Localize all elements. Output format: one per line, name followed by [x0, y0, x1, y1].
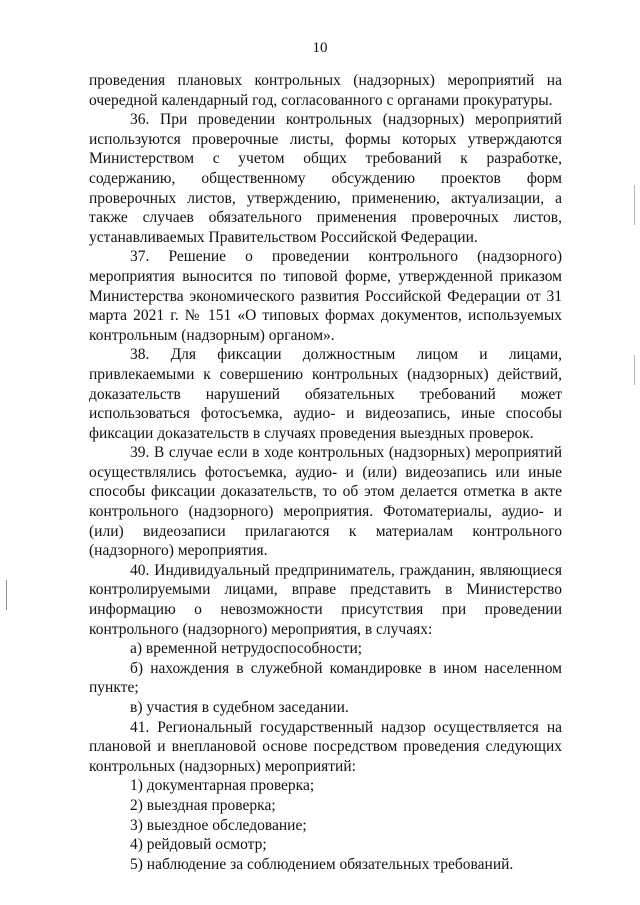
paragraph-39: 39. В случае если в ходе контрольных (надзорных) мероприятий осуществлялись фотосъемка, аудио- и (или) видеозапись или иные способы фиксации доказательств, то об этом делается отметка в акте контрольного (надзорного) мероприятия. Фотоматериалы, аудио- и (или) видеозаписи прилагаются к материалам контрольного (надзорного) мероприятия. [89, 444, 562, 560]
list-item-v: в) участия в судебном заседании. [130, 699, 349, 716]
document-body [89, 71, 562, 874]
page-number: 10 [312, 40, 328, 56]
paragraph-38: 38. Для фиксации должностным лицом и лицами, привлекаемыми к совершению контрольных (надзорных) действий, доказательств нарушений обязательных требований может использоваться фотосъемка, аудио- и видеозапись, иные способы фиксации доказательств в случаях проведения выездных проверок. [89, 346, 562, 442]
scan-mark-left [6, 580, 7, 610]
paragraph-41: 41. Региональный государственный надзор осуществляется на плановой и внеплановой основе посредством проведения следующих контрольных (надзорных) мероприятий: [89, 718, 562, 775]
paragraph-37: 37. Решение о проведении контрольного (надзорного) мероприятия выносится по типовой форме, утвержденной приказом Министерства экономического развития Российской Федерации от 31 марта 2021 г. № 151 «О типовых формах документов, используемых контрольным (надзорным) органом». [89, 248, 562, 344]
list-item-1: 1) документарная проверка; [130, 777, 315, 795]
scan-mark-right-mid [634, 355, 635, 385]
list-item-2: 2) выездная проверка; [130, 796, 276, 814]
paragraph-40: 40. Индивидуальный предприниматель, гражданин, являющиеся контролируемыми лицами, вправе представить в Министерство информацию о невозможности присутствия при проведении контрольного (надзорного) мероприятия, в случаях: [89, 561, 562, 638]
list-item-3: 3) выездное обследование; [130, 816, 307, 834]
paragraph-continuation: проведения плановых контрольных (надзорных) мероприятий на очередной календарный год, согласованного с органами прокуратуры. [89, 72, 562, 109]
list-item-4: 4) рейдовый осмотр; [130, 836, 267, 854]
paragraph-36: 36. При проведении контрольных (надзорных) мероприятий используются проверочные листы, формы которых утверждаются Министерством с учетом общих требований к разработке, содержанию, общественному обсуждению проектов форм проверочных листов, утверждению, применению, актуализации, а также случаев обязательного применения проверочных листов, устанавливаемых Правительством Российской Федерации. [89, 111, 562, 246]
list-item-a: а) временной нетрудоспособности; [130, 640, 363, 658]
list-item-b: б) нахождения в служебной командировке в ином населенном пункте; [89, 659, 562, 697]
list-item-5: 5) наблюдение за соблюдением обязательных требований. [130, 855, 514, 873]
scan-mark-right-top [634, 185, 635, 225]
